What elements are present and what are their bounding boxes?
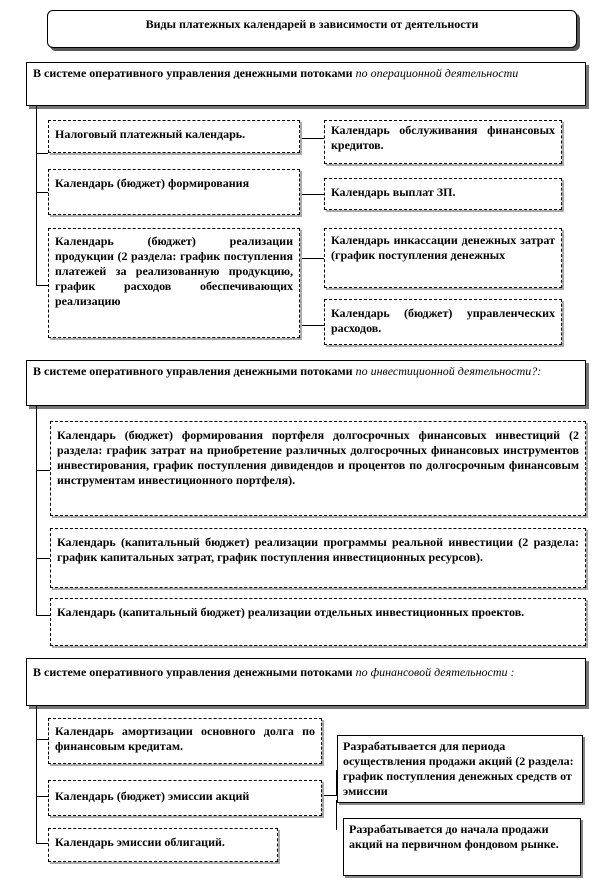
operational-item-cash-collection: [324, 228, 562, 288]
financial-item-bond-issue: [48, 828, 278, 862]
investment-left-tick-3: [36, 615, 50, 616]
operational-item-text: Календарь обслуживания финансовых кредитов.: [331, 123, 555, 152]
operational-item-tax-calendar: [48, 120, 300, 153]
financial-item-text: Календарь эмиссии облигаций.: [55, 835, 225, 849]
operational-item-text: Календарь (бюджет) реализации продукции (2 раздела: график поступления платежей за реализованную продукцию, график расходов обеспечивающих реализацию: [55, 234, 293, 308]
operational-item-text: Календарь выплат ЗП.: [331, 185, 456, 199]
financial-note-text: Разрабатывается для периода осуществления продажи акций (2 раздела: график поступления денежных средств от эмиссии: [343, 739, 574, 798]
investment-left-tick-2: [36, 558, 50, 559]
operational-item-credit-service: [324, 120, 562, 164]
investment-left-tick-1: [36, 470, 50, 471]
operational-left-tick-2: [36, 192, 48, 193]
operational-header-prefix: В системе оперативного управления денежными потоками: [33, 66, 356, 80]
operational-item-text: Календарь инкассации денежных затрат (график поступления денежных: [331, 233, 555, 262]
financial-note-connector-1: [322, 795, 336, 796]
operational-item-text: Календарь (бюджет) формирования: [55, 176, 250, 190]
financial-left-tick-1: [36, 739, 48, 740]
operational-item-formation-budget: [48, 169, 300, 215]
investment-item-text: Календарь (капитальный бюджет) реализации программы реальной инвестиции (2 раздела: график капитальных затрат, график поступления инвестиционных ресурсов).: [57, 535, 579, 564]
operational-right-tick-3: [300, 258, 324, 259]
investment-item-financial-portfolio: [50, 421, 586, 516]
operational-item-text: Налоговый платежный календарь.: [55, 127, 246, 141]
operational-left-tick-3: [36, 285, 48, 286]
investment-section-header: [26, 360, 586, 406]
financial-item-text: Календарь (бюджет) эмиссии акций: [55, 789, 250, 803]
investment-header-italic: по инвестиционной деятельности?:: [355, 364, 542, 378]
investment-header-prefix: В системе оперативного управления денежными потоками: [33, 364, 356, 378]
financial-header-italic: по финансовой деятельности :: [355, 665, 515, 679]
operational-item-sales-budget: [48, 228, 300, 338]
financial-left-tick-2: [36, 796, 48, 797]
investment-item-separate-projects: [50, 598, 586, 646]
operational-section-header: [26, 62, 586, 106]
operational-right-tick-2: [300, 194, 324, 195]
investment-item-text: Календарь (бюджет) формирования портфеля долгосрочных финансовых инвестиций (2 раздела: график затрат на приобретение различных долгосрочных финансовых инструментов инвестирования, график поступления дивидендов и процентов по долгосрочным финансовым инструментам инвестиционного портфеля).: [57, 428, 579, 487]
financial-left-tick-3: [36, 843, 48, 844]
financial-note-share-sale-period: [337, 735, 583, 803]
financial-note-text: Разрабатывается до начала продажи акций на первичном фондовом рынке.: [349, 822, 559, 851]
investment-item-text: Календарь (капитальный бюджет) реализации отдельных инвестиционных проектов.: [57, 605, 525, 619]
operational-item-salary: [324, 178, 562, 210]
operational-header-italic: по операционной деятельности: [355, 66, 519, 80]
diagram-title: [47, 10, 577, 48]
financial-note-connector-3: [336, 800, 337, 830]
operational-left-connector: [36, 106, 37, 286]
operational-item-text: Календарь (бюджет) управленческих расходов.: [331, 306, 555, 335]
operational-item-management-expenses: [324, 299, 562, 345]
investment-item-real-investment: [50, 528, 586, 588]
investment-left-connector: [36, 406, 37, 616]
operational-right-tick-1: [300, 138, 324, 139]
financial-item-loan-amortization: [48, 718, 322, 764]
operational-right-tick-4: [300, 325, 324, 326]
financial-section-header: [26, 658, 586, 706]
diagram-title-text: Виды платежных календарей в зависимости от деятельности: [145, 17, 479, 31]
financial-left-connector: [36, 706, 37, 844]
financial-header-prefix: В системе оперативного управления денежными потоками: [33, 665, 356, 679]
financial-item-text: Календарь амортизации основного долга по финансовым кредитам.: [55, 724, 315, 753]
operational-left-tick-1: [36, 153, 48, 154]
financial-item-share-issue: [48, 780, 322, 816]
financial-note-before-sale: [343, 818, 581, 876]
